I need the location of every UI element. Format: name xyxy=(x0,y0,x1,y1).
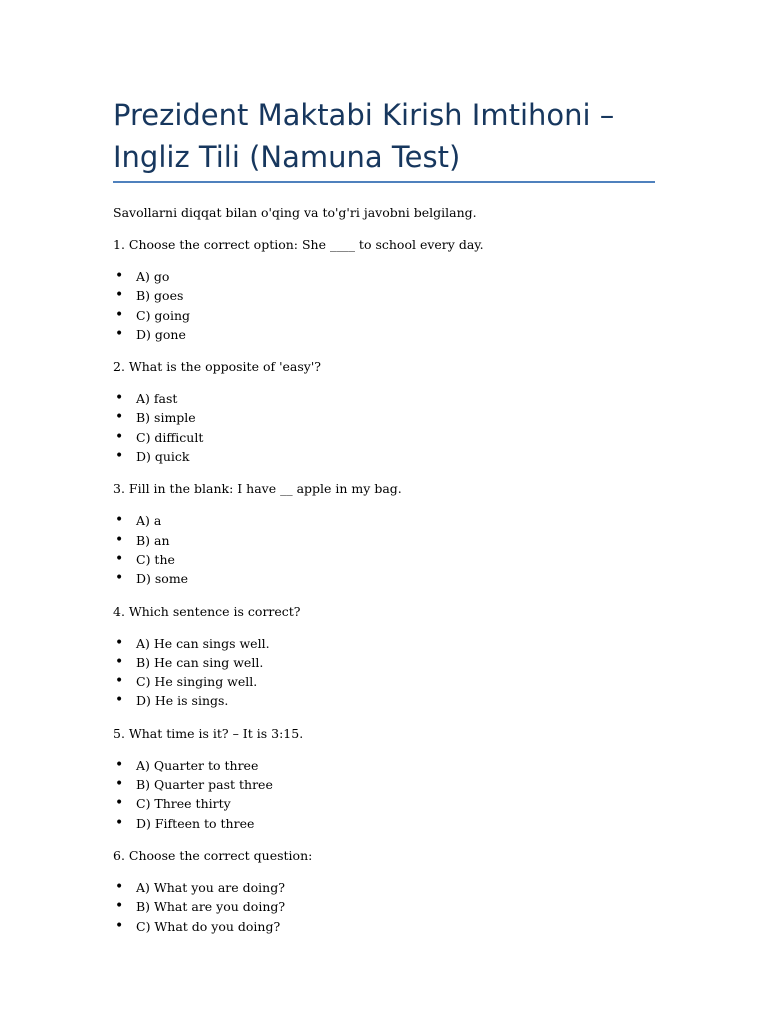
bullet-icon: • xyxy=(115,287,124,304)
option-label: A) fast xyxy=(136,391,178,407)
bullet-icon: • xyxy=(115,653,124,670)
question-1: 1. Choose the correct option: She ____ to school every day. xyxy=(113,237,484,252)
bullet-icon: • xyxy=(115,306,124,323)
bullet-icon: • xyxy=(115,512,124,529)
option-item xyxy=(113,569,655,588)
options-list-1 xyxy=(113,267,655,344)
options-list-3 xyxy=(113,511,655,588)
option-label: D) He is sings. xyxy=(136,693,229,709)
bullet-icon: • xyxy=(115,634,124,651)
option-item xyxy=(113,511,655,530)
option-label: B) an xyxy=(136,532,170,548)
options-list-5 xyxy=(113,756,655,833)
options-list-4 xyxy=(113,634,655,711)
option-label: C) What do you doing? xyxy=(136,918,281,934)
title-line-2: Ingliz Tili (Namuna Test) xyxy=(113,140,461,174)
bullet-icon: • xyxy=(115,692,124,709)
bullet-icon: • xyxy=(115,570,124,587)
question-3: 3. Fill in the blank: I have __ apple in my bag. xyxy=(113,481,402,497)
bullet-icon: • xyxy=(115,325,124,342)
bullet-icon: • xyxy=(115,795,124,812)
option-label: B) What are you doing? xyxy=(136,899,286,915)
option-item xyxy=(113,691,655,710)
option-label: B) He can sing well. xyxy=(136,654,264,670)
bullet-icon: • xyxy=(115,814,124,831)
option-item xyxy=(113,634,655,653)
bullet-icon: • xyxy=(115,673,124,690)
option-label: B) Quarter past three xyxy=(136,777,273,793)
option-item xyxy=(113,286,655,305)
option-item xyxy=(113,389,655,408)
bullet-icon: • xyxy=(115,878,124,895)
options-list-6 xyxy=(113,878,655,936)
option-item xyxy=(113,428,655,447)
bullet-icon: • xyxy=(115,448,124,465)
option-label: B) goes xyxy=(136,288,184,304)
option-label: C) going xyxy=(136,307,190,323)
questions-list xyxy=(113,235,655,936)
option-label: D) Fifteen to three xyxy=(136,815,255,831)
option-item xyxy=(113,878,655,897)
option-label: D) some xyxy=(136,571,189,587)
option-label: A) go xyxy=(136,269,170,284)
bullet-icon: • xyxy=(115,428,124,445)
bullet-icon: • xyxy=(115,917,124,934)
options-list-2 xyxy=(113,389,655,466)
option-item xyxy=(113,306,655,325)
bullet-icon: • xyxy=(115,550,124,567)
option-item xyxy=(113,408,655,427)
title-underline xyxy=(113,181,655,183)
option-item xyxy=(113,775,655,794)
option-label: B) simple xyxy=(136,410,196,426)
bullet-icon: • xyxy=(115,756,124,773)
option-item xyxy=(113,897,655,916)
option-label: C) difficult xyxy=(136,429,204,445)
instructions-text: Savollarni diqqat bilan o'qing va to'g'ri javobni belgilang. xyxy=(113,205,477,220)
bullet-icon: • xyxy=(115,390,124,407)
option-item xyxy=(113,917,655,936)
option-label: A) He can sings well. xyxy=(136,635,270,651)
option-item xyxy=(113,531,655,550)
option-item xyxy=(113,325,655,344)
option-item xyxy=(113,814,655,833)
option-item xyxy=(113,756,655,775)
question-5: 5. What time is it? – It is 3:15. xyxy=(113,725,304,741)
option-item xyxy=(113,267,655,286)
option-item xyxy=(113,672,655,691)
bullet-icon: • xyxy=(115,776,124,793)
option-label: A) What you are doing? xyxy=(136,879,285,895)
option-item xyxy=(113,447,655,466)
bullet-icon: • xyxy=(115,409,124,426)
bullet-icon: • xyxy=(115,531,124,548)
bullet-icon: • xyxy=(115,268,124,284)
title-line-1: Prezident Maktabi Kirish Imtihoni – xyxy=(113,98,615,132)
option-label: D) gone xyxy=(136,326,186,342)
document-title xyxy=(113,94,655,178)
option-item xyxy=(113,550,655,569)
option-item xyxy=(113,794,655,813)
question-6: 6. Choose the correct question: xyxy=(113,847,313,863)
option-label: C) He singing well. xyxy=(136,674,258,690)
option-label: D) quick xyxy=(136,449,190,465)
option-label: A) Quarter to three xyxy=(136,757,259,773)
option-label: C) the xyxy=(136,551,175,567)
bullet-icon: • xyxy=(115,898,124,915)
question-2: 2. What is the opposite of 'easy'? xyxy=(113,359,321,375)
option-label: C) Three thirty xyxy=(136,796,231,812)
option-label: A) a xyxy=(136,513,162,529)
document-page xyxy=(113,94,655,936)
question-4: 4. Which sentence is correct? xyxy=(113,603,301,619)
option-item xyxy=(113,653,655,672)
